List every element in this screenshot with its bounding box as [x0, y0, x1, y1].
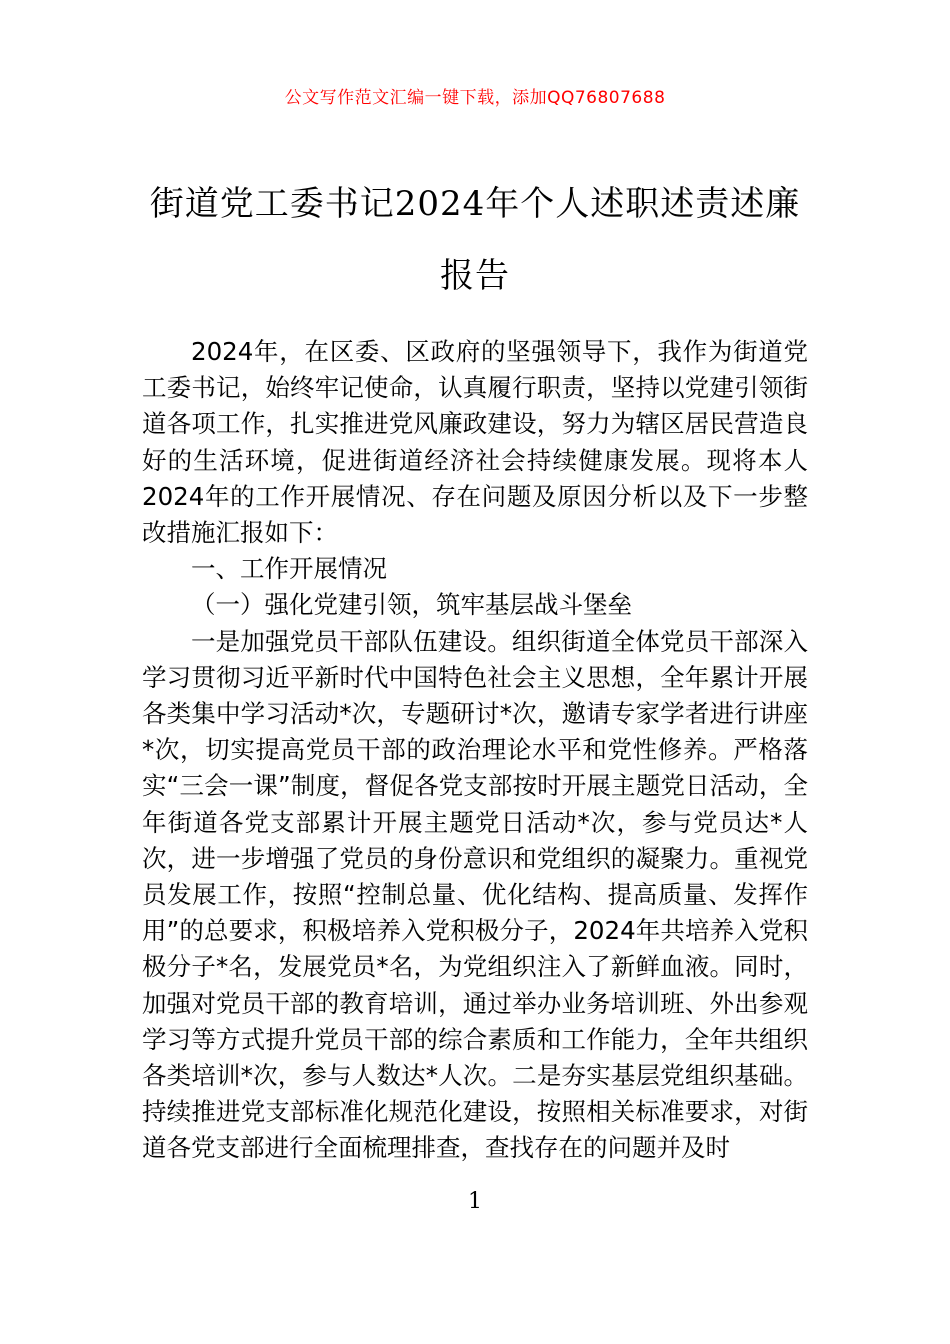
document-title: 街道党工委书记2024年个人述职述责述廉报告: [149, 184, 801, 296]
body-paragraph: 一是加强党员干部队伍建设。组织街道全体党员干部深入学习贯彻习近平新时代中国特色社会主义思想，全年累计开展各类集中学习活动*次，专题研讨*次，邀请专家学者进行讲座*次，切实提高党员干部的政治理论水平和党性修养。严格落实“三会一课”制度，督促各党支部按时开展主题党日活动，全年街道各党支部累计开展主题党日活动*次，参与党员达*人次，进一步增强了党员的身份意识和党组织的凝聚力。重视党员发展工作，按照“控制总量、优化结构、提高质量、发挥作用”的总要求，积极培养入党积极分子，2024年共培养入党积极分子*名，发展党员*名，为党组织注入了新鲜血液。同时，加强对党员干部的教育培训，通过举办业务培训班、外出参观学习等方式提升党员干部的综合素质和工作能力，全年共组织各类培训*次，参与人数达*人次。二是夯实基层党组织基础。持续推进党支部标准化规范化建设，按照相关标准要求，对街道各党支部进行全面梳理排查，查找存在的问题并及时: [142, 626, 808, 1163]
intro-paragraph: 2024年，在区委、区政府的坚强领导下，我作为街道党工委书记，始终牢记使命，认真履行职责，坚持以党建引领街道各项工作，扎实推进党风廉政建设，努力为辖区居民营造良好的生活环境，促进街道经济社会持续健康发展。现将本人2024年的工作开展情况、存在问题及原因分析以及下一步整改措施汇报如下：: [142, 337, 808, 548]
download-banner: 公文写作范文汇编一键下载，添加QQ76807688: [284, 88, 666, 108]
page-number: 1: [468, 1189, 482, 1214]
document-body: [142, 334, 808, 1167]
section-heading: 一、工作开展情况: [191, 554, 387, 584]
subsection-heading: （一）强化党建引领，筑牢基层战斗堡垒: [191, 590, 632, 620]
